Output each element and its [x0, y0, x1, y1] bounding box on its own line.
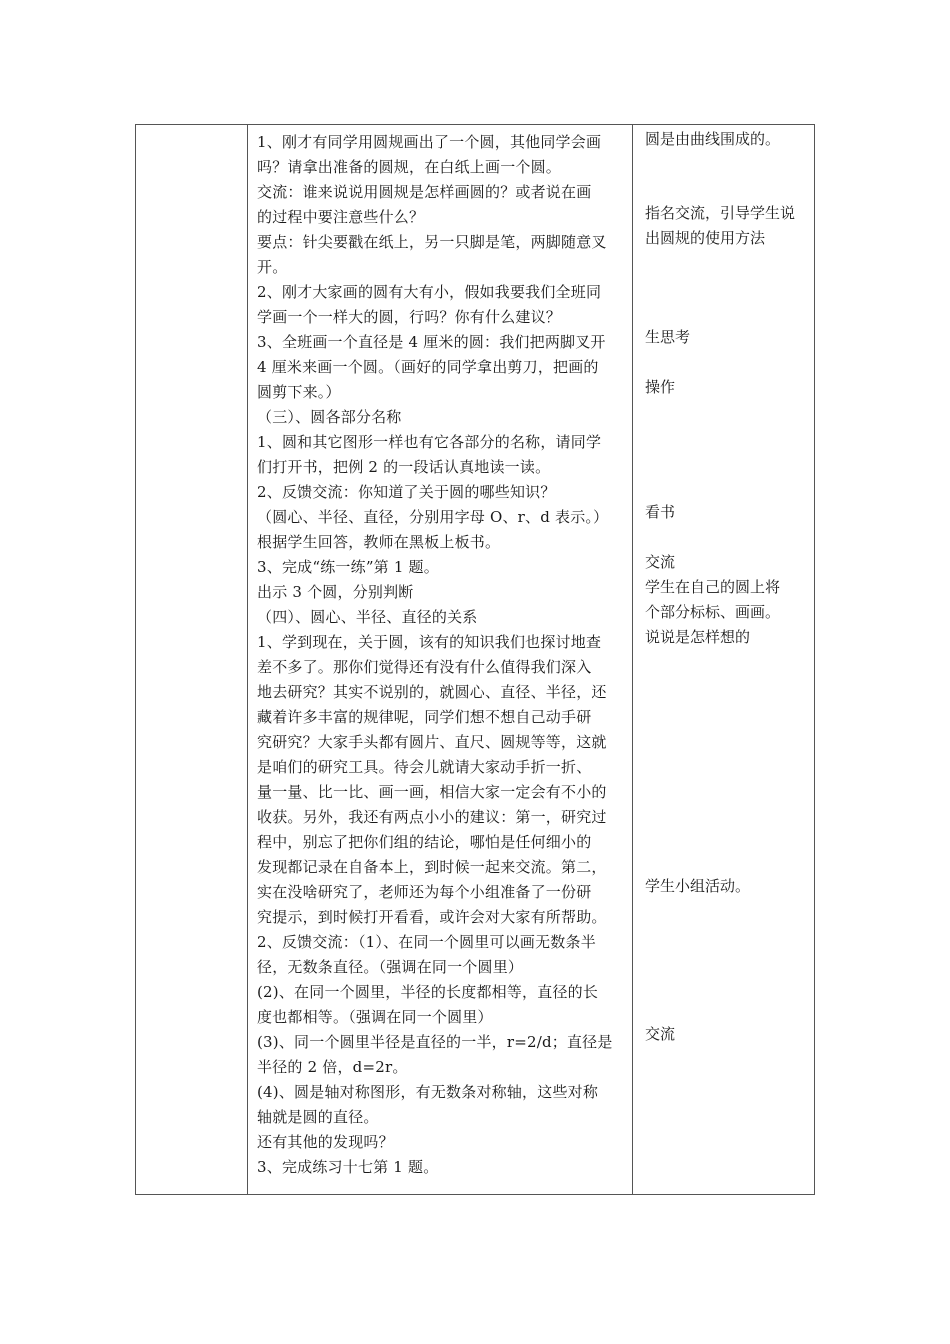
lesson-line: (4)、圆是轴对称图形，有无数条对称轴，这些对称: [257, 1083, 599, 1101]
note-7c: 说说是怎样想的: [645, 628, 751, 646]
note-9: 交流: [645, 1025, 676, 1043]
note-5: 看书: [645, 503, 676, 521]
note-2a: 指名交流，引导学生说: [645, 204, 796, 222]
lesson-table: [135, 124, 815, 1195]
note-6: 交流: [645, 553, 676, 571]
lesson-line: （圆心、半径、直径，分别用字母 O、r、d 表示。）: [257, 508, 609, 526]
lesson-line: 还有其他的发现吗？: [257, 1133, 394, 1151]
lesson-line: 度也都相等。（强调在同一个圆里）: [257, 1008, 493, 1026]
lesson-line: 学画一个一样大的圆，行吗？你有什么建议？: [257, 308, 562, 326]
lesson-line: 1、圆和其它图形一样也有它各部分的名称，请同学: [257, 433, 602, 451]
lesson-line: 4 厘米来画一个圆。（画好的同学拿出剪刀，把画的: [257, 358, 599, 376]
note-3: 生思考: [645, 328, 691, 346]
note-7b: 个部分标标、画画。: [645, 603, 781, 621]
lesson-line: 究研究？大家手头都有圆片、直尺、圆规等等，这就: [257, 733, 607, 751]
lesson-line: 1、刚才有同学用圆规画出了一个圆，其他同学会画: [257, 133, 602, 151]
lesson-line: 交流：谁来说说用圆规是怎样画圆的？或者说在画: [257, 183, 592, 201]
lesson-line: 轴就是圆的直径。: [257, 1108, 379, 1126]
lesson-line: 吗？请拿出准备的圆规，在白纸上画一个圆。: [257, 158, 562, 176]
lesson-line: 3、全班画一个直径是 4 厘米的圆：我们把两脚叉开: [257, 333, 606, 351]
lesson-line: 程中，别忘了把你们组的结论，哪怕是任何细小的: [257, 833, 592, 851]
note-8: 学生小组活动。: [645, 877, 751, 895]
lesson-line: 实在没啥研究了，老师还为每个小组准备了一份研: [257, 883, 592, 901]
lesson-line: 2、刚才大家画的圆有大有小，假如我要我们全班同: [257, 283, 602, 301]
note-7a: 学生在自己的圆上将: [645, 578, 781, 596]
lesson-line: （三）、圆各部分名称: [257, 408, 402, 426]
lesson-line: 根据学生回答，教师在黑板上板书。: [257, 533, 501, 551]
student-activity-column: [642, 125, 814, 1194]
note-1: 圆是由曲线围成的。: [645, 130, 781, 148]
note-4: 操作: [645, 378, 676, 396]
lesson-line: 开。: [257, 258, 288, 276]
column-divider-1: [247, 125, 248, 1194]
note-2b: 出圆规的使用方法: [645, 229, 766, 247]
lesson-line: (2)、在同一个圆里，半径的长度都相等，直径的长: [257, 983, 599, 1001]
lesson-line: 地去研究？其实不说别的，就圆心、直径、半径，还: [257, 683, 607, 701]
lesson-line: 们打开书，把例 2 的一段话认真地读一读。: [257, 458, 551, 476]
lesson-line: 3、完成练习十七第 1 题。: [257, 1158, 439, 1176]
lesson-line: 要点：针尖要戳在纸上，另一只脚是笔，两脚随意叉: [257, 233, 607, 251]
lesson-line: 半径的 2 倍，d=2r。: [257, 1058, 408, 1076]
lesson-line: 出示 3 个圆，分别判断: [257, 583, 414, 601]
lesson-line: 发现都记录在自备本上，到时候一起来交流。第二，: [257, 858, 607, 876]
lesson-line: 究提示，到时候打开看看，或许会对大家有所帮助。: [257, 908, 607, 926]
lesson-line: 差不多了。那你们觉得还有没有什么值得我们深入: [257, 658, 592, 676]
lesson-line: 圆剪下来。）: [257, 383, 341, 401]
lesson-line: 收获。另外，我还有两点小小的建议：第一，研究过: [257, 808, 607, 826]
lesson-line: (3)、同一个圆里半径是直径的一半，r=2/d；直径是: [257, 1033, 613, 1051]
lesson-line: 2、反馈交流：（1）、在同一个圆里可以画无数条半: [257, 933, 596, 951]
teaching-process-column: [257, 130, 642, 1180]
lesson-line: 3、完成“练一练”第 1 题。: [257, 558, 439, 576]
lesson-line: 藏着许多丰富的规律呢，同学们想不想自己动手研: [257, 708, 592, 726]
lesson-line: 是咱们的研究工具。待会儿就请大家动手折一折、: [257, 758, 592, 776]
lesson-line: 1、学到现在，关于圆，该有的知识我们也探讨地查: [257, 633, 602, 651]
lesson-line: 2、反馈交流：你知道了关于圆的哪些知识？: [257, 483, 556, 501]
lesson-line: 的过程中要注意些什么？: [257, 208, 425, 226]
lesson-line: 径，无数条直径。（强调在同一个圆里）: [257, 958, 524, 976]
lesson-line: 量一量、比一比、画一画，相信大家一定会有不小的: [257, 783, 607, 801]
lesson-line: （四）、圆心、半径、直径的关系: [257, 608, 478, 626]
